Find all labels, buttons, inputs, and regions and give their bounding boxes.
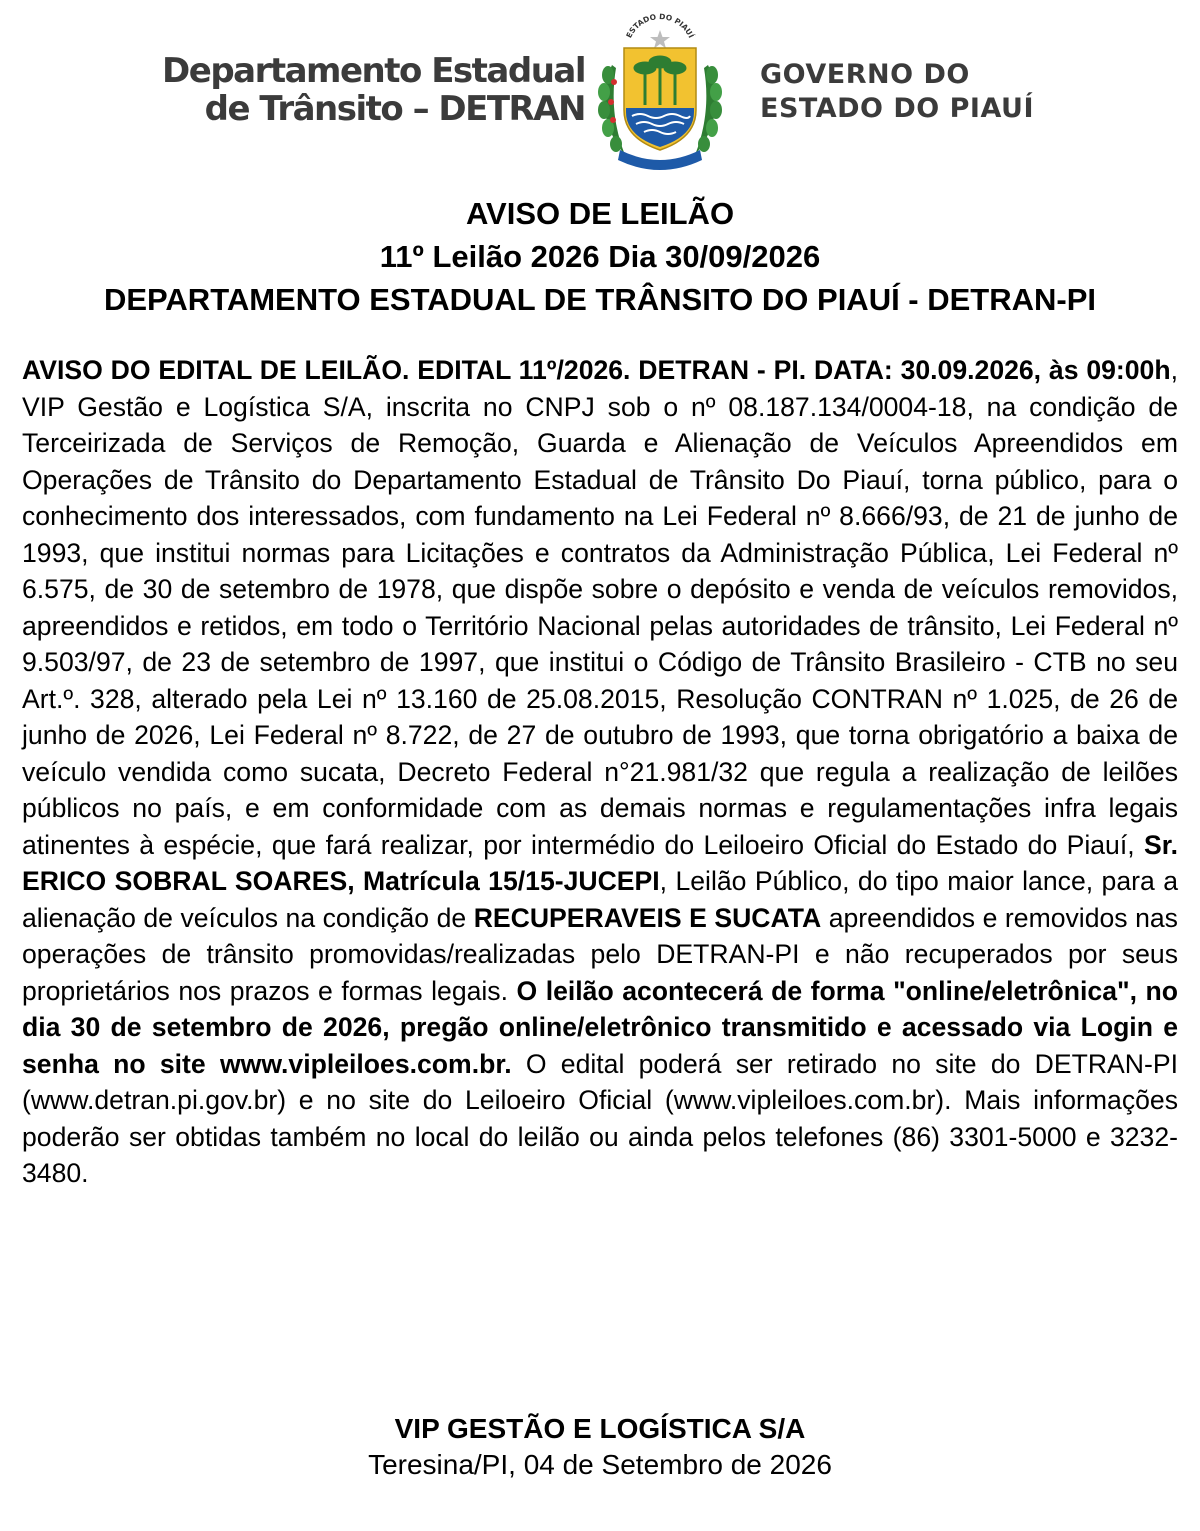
gov-name-line2: ESTADO DO PIAUÍ xyxy=(760,93,1035,124)
body-segment-4: , Leilão Público, do tipo maior lance, para a alienação de veículos na condição de xyxy=(22,866,1178,933)
piaui-coat-of-arms-icon xyxy=(590,10,730,175)
page-header xyxy=(0,0,1200,175)
body-segment-bold-online: O leilão acontecerá de forma "online/eletrônica", no dia 30 de setembro de 2026, pregão online/eletrônico transmitido e acessado via Login e senha no site www.vipleiloes.com.br. xyxy=(22,975,1178,1079)
detran-logo-text xyxy=(130,52,585,128)
signature-company: VIP GESTÃO E LOGÍSTICA S/A xyxy=(394,1413,806,1444)
detran-name-line1: Departamento Estadual xyxy=(162,51,585,91)
notice-title xyxy=(0,192,1200,321)
government-logo-text xyxy=(760,58,1034,126)
seal-arc-text: ESTADO DO PIAUÍ xyxy=(624,12,696,40)
body-segment-bold-auctioneer: Sr. ERICO SOBRAL SOARES, Matrícula 15/15-JUCEPI xyxy=(22,829,1178,896)
detran-name-line2: de Trânsito – DETRAN xyxy=(204,89,585,129)
body-segment-bold-1: AVISO DO EDITAL DE LEILÃO. EDITAL 11º/2026. DETRAN - PI. DATA: 30.09.2026, às 09:00h xyxy=(22,355,1171,385)
body-segment-8: O edital poderá ser retirado no site do DETRAN-PI (www.detran.pi.gov.br) e no site do Leiloeiro Oficial (www.vipleiloes.com.br). Mais informações poderão ser obtidas também no local do leilão ou ainda pelos telefones (86) 3301-5000 e 3232-3480. xyxy=(22,1048,1178,1188)
title-line-3: DEPARTAMENTO ESTADUAL DE TRÂNSITO DO PIAUÍ - DETRAN-PI xyxy=(103,282,1097,317)
body-segment-2: , VIP Gestão e Logística S/A, inscrita no CNPJ sob o nº 08.187.134/0004-18, na condição de Terceirizada de Serviços de Remoção, Guarda e Alienação de Veículos Apreendidos em Operações de Trânsito do Departamento Estadual de Trânsito Do Piauí, torna público, para o conhecimento dos interessados, com fundamento na Lei Federal nº 8.666/93, de 21 de junho de 1993, que institui normas para Licitações e contratos da Administração Pública, Lei Federal nº 6.575, de 30 de setembro de 1978, que dispõe sobre o depósito e venda de veículos removidos, apreendidos e retidos, em todo o Território Nacional pelas autoridades de trânsito, Lei Federal nº 9.503/97, de 23 de setembro de 1997, que institui o Código de Trânsito Brasileiro - CTB no seu Art.º. 328, alterado pela Lei nº 13.160 de 25.08.2015, Resolução CONTRAN nº 1.025, de 26 de junho de 2026, Lei Federal nº 8.722, de 27 de outubro de 1993, que torna obrigatório a baixa de veículo vendida como sucata, Decreto Federal n°21.981/32 que regula a realização de leilões públicos no país, e em conformidade com as demais normas e regulamentações infra legais atinentes à espécie, que fará realizar, por intermédio do Leiloeiro Oficial do Estado do Piauí, xyxy=(22,355,1178,860)
signature-place-date: Teresina/PI, 04 de Setembro de 2026 xyxy=(368,1449,832,1480)
title-line-2: 11º Leilão 2026 Dia 30/09/2026 xyxy=(379,239,821,274)
body-segment-6: apreendidos e removidos nas operações de trânsito promovidas/realizadas pelo DETRAN-PI e não recuperados por seus proprietários nos prazos e formas legais. xyxy=(22,902,1178,1006)
notice-body xyxy=(22,352,1178,1192)
gov-name-line1: GOVERNO DO xyxy=(760,59,970,90)
body-segment-bold-condition: RECUPERAVEIS E SUCATA xyxy=(473,902,822,933)
title-line-1: AVISO DE LEILÃO xyxy=(465,196,735,231)
signature-block xyxy=(0,1411,1200,1483)
